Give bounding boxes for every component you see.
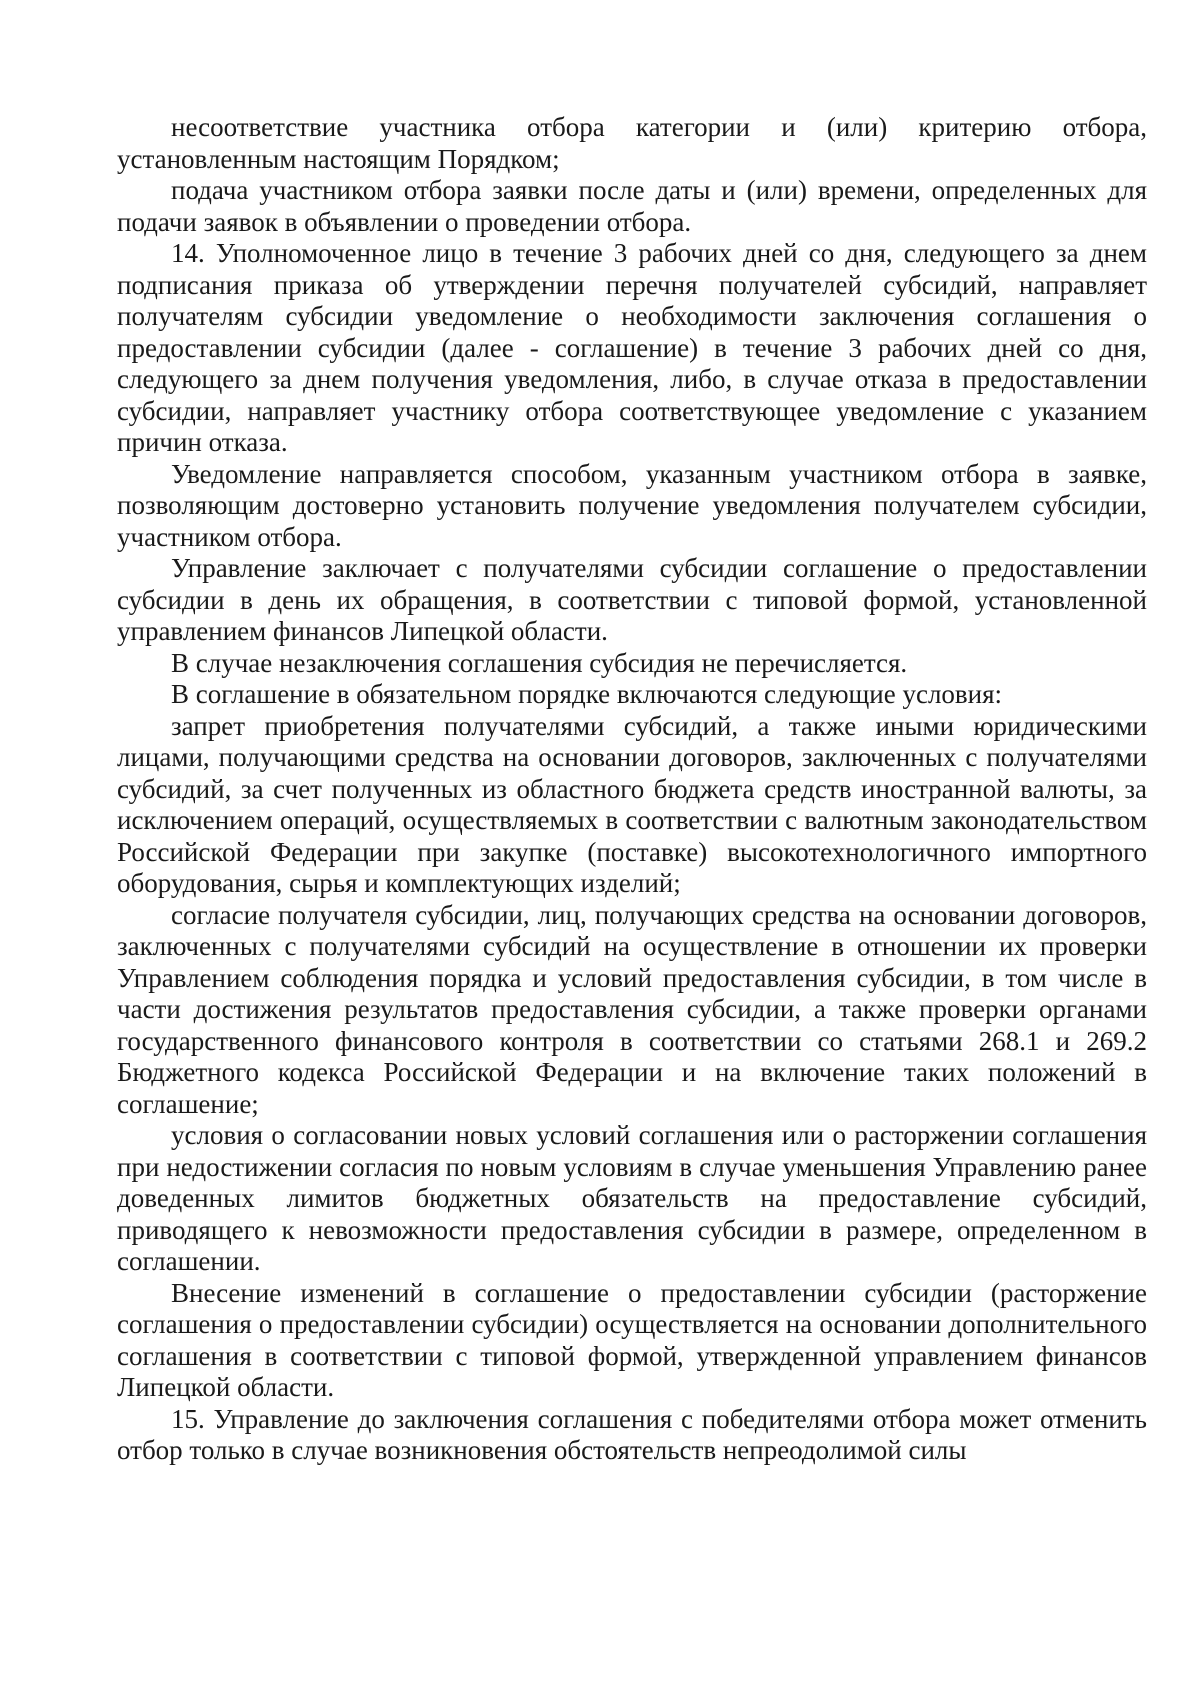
paragraph-amendments: Внесение изменений в соглашение о предоставлении субсидии (расторжение соглашения о предоставлении субсидии) осуществляется на основании дополнительного соглашения в соответствии с типовой формой, утвержденной управлением финансов Липецкой области. [117,1277,1147,1402]
paragraph-notification-method: Уведомление направляется способом, указанным участником отбора в заявке, позволяющим достоверно установить получение уведомления получателем субсидии, участником отбора. [117,458,1147,552]
paragraph-section-15: 15. Управление до заключения соглашения с победителями отбора может отменить отбор только в случае возникновения обстоятельств непреодолимой силы [117,1403,1147,1465]
document-page [117,112,1147,1467]
paragraph-no-agreement: В случае незаключения соглашения субсидия не перечисляется. [171,647,908,678]
paragraph-selection-mismatch: несоответствие участника отбора категории и (или) критерию отбора, установленным настоящим Порядком; [117,112,1147,174]
paragraph-section-14: 14. Уполномоченное лицо в течение 3 рабочих дней со дня, следующего за днем подписания приказа об утверждении перечня получателей субсидий, направляет получателям субсидии уведомление о необходимости заключения соглашения о предоставлении субсидии (далее - соглашение) в течение 3 рабочих дней со дня, следующего за днем получения уведомления, либо, в случае отказа в предоставлении субсидии, направляет участнику отбора соответствующее уведомление с указанием причин отказа. [117,238,1147,457]
paragraph-currency-ban: запрет приобретения получателями субсидий, а также иными юридическими лицами, получающими средства на основании договоров, заключенных с получателями субсидий, за счет полученных из областного бюджета средств иностранной валюты, за исключением операций, осуществляемых в соответствии с валютным законодательством Российской Федерации при закупке (поставке) высокотехнологичного импортного оборудования, сырья и комплектующих изделий; [117,710,1147,898]
paragraph-mandatory-conditions: В соглашение в обязательном порядке включаются следующие условия: [171,679,1003,709]
paragraph-new-conditions: условия о согласовании новых условий соглашения или о расторжении соглашения при недостижении согласия по новым условиям в случае уменьшения Управлению ранее доведенных лимитов бюджетных обязательств на предоставление субсидий, приводящего к невозможности предоставления субсидии в размере, определенном в соглашении. [117,1120,1147,1276]
paragraph-inspection-consent: согласие получателя субсидии, лиц, получающих средства на основании договоров, заключенных с получателями субсидий на осуществление в отношении их проверки Управлением соблюдения порядка и условий предоставления субсидии, в том числе в части достижения результатов предоставления субсидии, а также проверки органами государственного финансового контроля в соответствии со статьями 268.1 и 269.2 Бюджетного кодекса Российской Федерации и на включение таких положений в соглашение; [117,899,1147,1119]
paragraph-agreement-conclusion: Управление заключает с получателями субсидии соглашение о предоставлении субсидии в день их обращения, в соответствии с типовой формой, установленной управлением финансов Липецкой области. [117,553,1147,646]
paragraph-late-submission: подача участником отбора заявки после даты и (или) времени, определенных для подачи заявок в объявлении о проведении отбора. [117,175,1147,237]
